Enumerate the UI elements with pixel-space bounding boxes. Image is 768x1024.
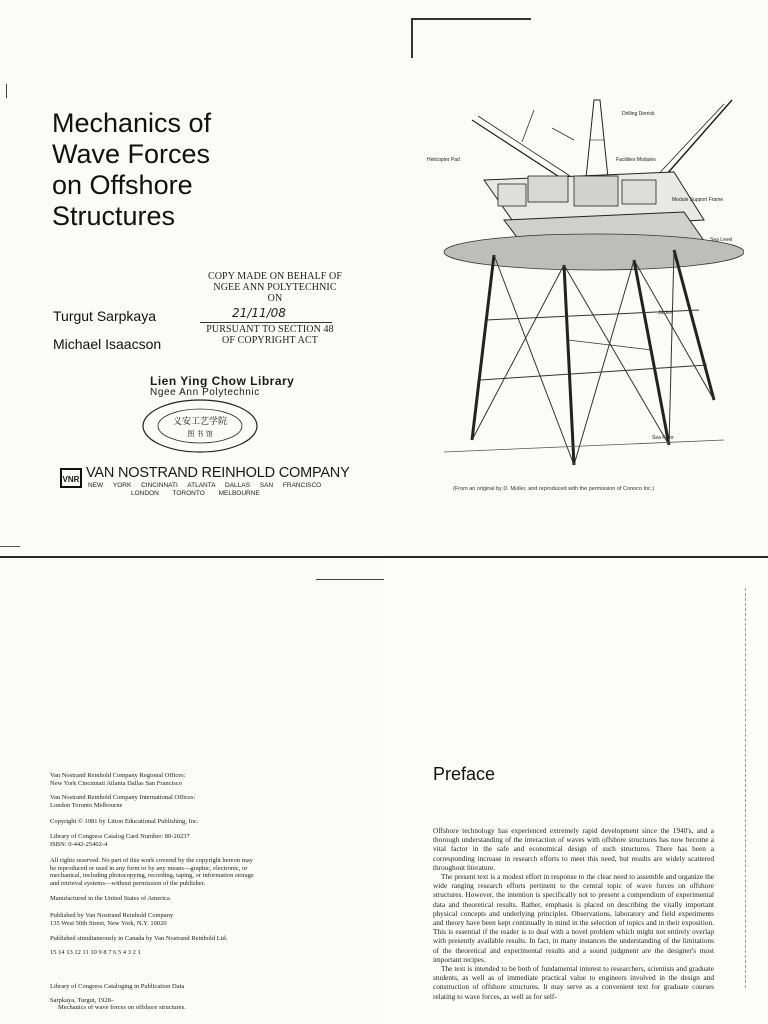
- copyright-line: mechanical, including photocopying, recording, taping, or information storage: [50, 872, 254, 880]
- stamp-line-4: PURSUANT TO SECTION 48: [206, 324, 334, 335]
- frontispiece-page: [384, 0, 768, 556]
- preface-heading: Preface: [433, 764, 496, 784]
- stamp-line-3: ON: [267, 293, 283, 304]
- cip-block: [50, 983, 310, 1012]
- cities-row-2: [131, 490, 260, 497]
- copyright-line: Mechanics of wave forces on offshore structures.: [58, 1004, 186, 1012]
- copyright-line: New York Cincinnati Atlanta Dallas San Francisco: [50, 779, 182, 787]
- preface-paragraph: The text is intended to be both of fundamental interest to researchers, scientists and graduate students, as well as of immediate practical value to engineers involved in the design and construction of offshore structures. It may serve as a convenient text for graduate courses relating to wave forces, as well as for self-: [433, 964, 714, 1001]
- svg-text:义安工艺学院: 义安工艺学院: [172, 417, 228, 427]
- copyright-page: [0, 558, 384, 1024]
- copyright-line: Sarpkaya, Turgut, 1928–: [50, 996, 115, 1004]
- library-subtitle: Ngee Ann Polytechnic: [150, 387, 260, 398]
- copyright-notice: Copyright © 1981 by Litton Educational Publishing, Inc.: [50, 818, 199, 825]
- copyright-catalog: [50, 833, 310, 848]
- label-facilities-modules: Facilities Modules: [616, 157, 656, 163]
- copyright-offices-regional: [50, 772, 310, 787]
- copyright-line: Van Nostrand Reinhold Company Regional Offices:: [50, 772, 186, 779]
- scan-rule: [316, 579, 384, 580]
- scan-edge-mark-v: [411, 18, 413, 58]
- stamp-line-1: COPY MADE ON BEHALF OF: [207, 271, 343, 282]
- city: TORONTO: [172, 490, 205, 497]
- library-seal: [140, 398, 260, 454]
- copyright-line: 135 West 50th Street, New York, N.Y. 10020: [50, 919, 167, 927]
- label-drilling-derrick: Drilling Derrick: [622, 111, 655, 117]
- cities-row-1: [88, 482, 321, 489]
- bottom-scan-line: [0, 546, 20, 547]
- copy-stamp: [200, 271, 350, 304]
- author-1: Turgut Sarpkaya: [53, 308, 156, 324]
- copyright-line: Van Nostrand Reinhold Company International Offices:: [50, 794, 196, 801]
- city: ATLANTA: [187, 482, 216, 489]
- scan-edge-right: [745, 588, 747, 988]
- label-jacket: Jacket: [658, 310, 673, 316]
- preface-body: [433, 826, 714, 1001]
- city: SAN FRANCISCO: [259, 482, 322, 489]
- library-name: Lien Ying Chow Library: [150, 374, 295, 388]
- handwritten-date: 21/11/08: [232, 306, 286, 320]
- title-line-3: on Offshore: [52, 170, 193, 200]
- margin-mark: [0, 84, 7, 98]
- copyright-line: and retrieval systems—without permission of the publisher.: [50, 879, 206, 887]
- copyright-canada: Published simultaneously in Canada by Van Nostrand Reinhold Ltd.: [50, 935, 228, 942]
- preface-page: [384, 558, 768, 1024]
- copyright-published: [50, 912, 310, 927]
- publisher-name: VAN NOSTRAND REINHOLD COMPANY: [86, 465, 350, 481]
- title-page: [0, 0, 384, 556]
- copyright-line: Published by Van Nostrand Reinhold Company: [50, 912, 174, 919]
- label-sea-level: Sea Level: [710, 237, 733, 243]
- author-2: Michael Isaacson: [53, 336, 162, 352]
- title-line-4: Structures: [52, 201, 176, 231]
- copyright-offices-international: [50, 794, 310, 809]
- label-helicopter-pad: Helicopter Pad: [427, 157, 460, 163]
- city: NEW YORK: [88, 482, 132, 489]
- copyright-line: be reproduced or used in any form or by any means—graphic, electronic, or: [50, 864, 248, 872]
- title-line-1: Mechanics of: [52, 108, 212, 138]
- scan-edge-mark: [411, 18, 531, 20]
- offshore-platform-illustration: [424, 80, 744, 480]
- city: LONDON: [131, 490, 159, 497]
- print-line: 15 14 13 12 11 10 9 8 7 6 5 4 3 2 1: [50, 949, 141, 956]
- copyright-line: ISBN: 0-442-25402-4: [50, 840, 108, 848]
- vnr-logo: VNR: [60, 468, 82, 488]
- copyright-line: Library of Congress Cataloging in Publication Data: [50, 983, 185, 990]
- stamp-line-5: OF COPYRIGHT ACT: [222, 335, 318, 346]
- title-line-2: Wave Forces: [52, 139, 211, 169]
- label-module-support-frame: Module Support Frame: [672, 197, 724, 203]
- frontispiece-caption: (From an original by D. Muller, and reproduced with the permission of Conoco Inc.): [453, 486, 655, 492]
- copyright-manufactured: Manufactured in the United States of America: [50, 895, 170, 902]
- city: CINCINNATI: [141, 482, 178, 489]
- stamp-rule: [200, 322, 332, 323]
- copyright-line: Library of Congress Catalog Card Number: 80-20237: [50, 833, 190, 840]
- copyright-line: All rights reserved. No part of this work covered by the copyright hereon may: [50, 857, 253, 864]
- preface-paragraph: Offshore technology has experienced extremely rapid development since the 1940's, and a thorough understanding of the interaction of waves with offshore structures has now become a vital factor in the safe and economical design of such structures. There has been a corresponding increase in research efforts to meet this need, but results are widely scattered throughout literature.: [433, 826, 714, 872]
- stamp-line-2: NGEE ANN POLYTECHNIC: [213, 282, 337, 293]
- city: DALLAS: [225, 482, 250, 489]
- city: MELBOURNE: [218, 490, 260, 497]
- label-sea-floor: Sea Floor: [652, 435, 674, 441]
- svg-text:图 书 馆: 图 书 馆: [187, 430, 213, 438]
- copyright-rights: [50, 857, 310, 887]
- copyright-line: London Toronto Melbourne: [50, 801, 123, 809]
- copy-stamp-lower: [200, 324, 340, 346]
- preface-paragraph: The present text is a modest effort in response to the clear need to assemble and organize the wide ranging research efforts pertinent to the central topic of wave forces on offshore structures. However, the intention is specifically not to present a compendium of experimental data and theoretical results. Rather, emphasis is placed on describing the vitally important physical concepts and underlying principles. Observations, laboratory and field experiments and theory have been kept continually in mind in the selection of topics and in their exposition. This is essential if the reader is to deal with a novel problem which might not entirely overlap with presently available results. In fact, in many instances the understanding of the limitations of the theoretical and experimental results and a sound judgment are the designer's most important recipes.: [433, 872, 714, 964]
